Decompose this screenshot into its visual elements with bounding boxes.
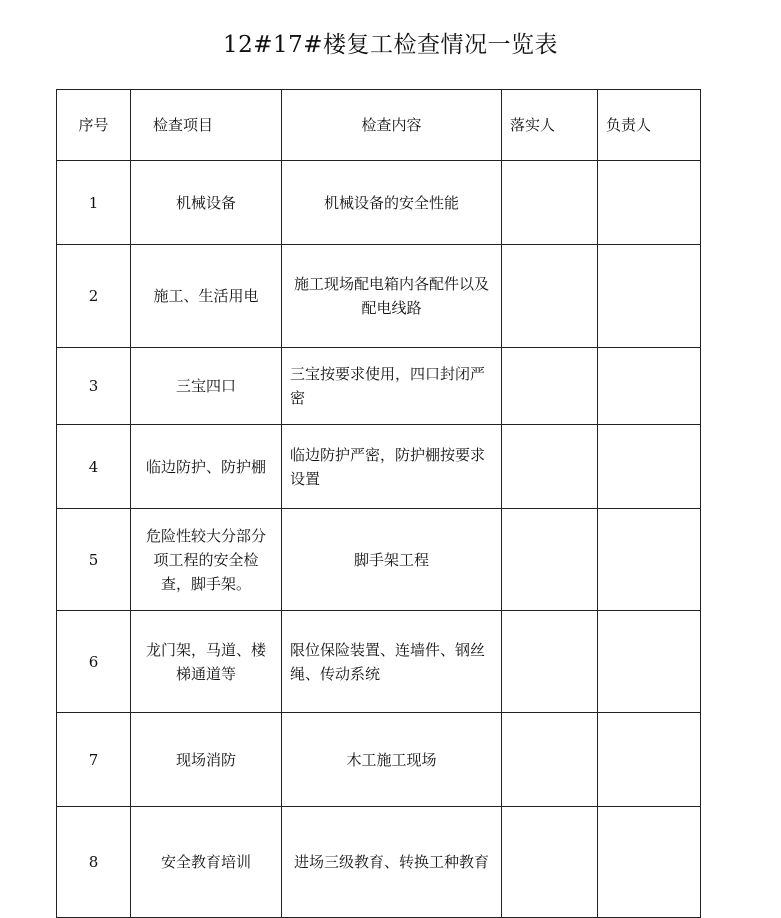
table-row: [57, 161, 701, 245]
table-row: [57, 713, 701, 807]
row-executor: [502, 245, 598, 348]
row-owner: [598, 713, 701, 807]
header-executor: 落实人: [502, 90, 598, 161]
table-header-row: [57, 90, 701, 161]
table-row: [57, 348, 701, 425]
row-item: 机械设备: [131, 161, 282, 245]
row-content: 临边防护严密，防护棚按要求设置: [282, 425, 502, 509]
row-content: 木工施工现场: [282, 713, 502, 807]
inspection-table: [56, 89, 701, 918]
row-content: 脚手架工程: [282, 509, 502, 611]
row-owner: [598, 348, 701, 425]
row-executor: [502, 509, 598, 611]
row-index: 4: [57, 425, 131, 509]
row-index: 2: [57, 245, 131, 348]
table-row: [57, 245, 701, 348]
row-item: 危险性较大分部分项工程的安全检查，脚手架。: [131, 509, 282, 611]
row-executor: [502, 161, 598, 245]
header-index: 序号: [57, 90, 131, 161]
row-index: 6: [57, 611, 131, 713]
row-executor: [502, 348, 598, 425]
row-owner: [598, 509, 701, 611]
table-row: [57, 611, 701, 713]
table-row: [57, 807, 701, 918]
row-content: 限位保险装置、连墙件、钢丝绳、传动系统: [282, 611, 502, 713]
row-index: 8: [57, 807, 131, 918]
row-executor: [502, 807, 598, 918]
row-content: 施工现场配电箱内各配件以及配电线路: [282, 245, 502, 348]
header-content: 检查内容: [282, 90, 502, 161]
row-index: 3: [57, 348, 131, 425]
row-content: 机械设备的安全性能: [282, 161, 502, 245]
row-item: 现场消防: [131, 713, 282, 807]
row-owner: [598, 425, 701, 509]
row-index: 7: [57, 713, 131, 807]
row-owner: [598, 245, 701, 348]
row-item: 龙门架，马道、楼梯通道等: [131, 611, 282, 713]
row-item: 安全教育培训: [131, 807, 282, 918]
header-item: 检查项目: [131, 90, 282, 161]
row-executor: [502, 425, 598, 509]
page-title: 12#17#楼复工检查情况一览表: [222, 32, 559, 58]
row-owner: [598, 611, 701, 713]
row-index: 1: [57, 161, 131, 245]
row-item: 临边防护、防护棚: [131, 425, 282, 509]
row-index: 5: [57, 509, 131, 611]
table-row: [57, 425, 701, 509]
row-owner: [598, 807, 701, 918]
row-owner: [598, 161, 701, 245]
row-executor: [502, 713, 598, 807]
table-row: [57, 509, 701, 611]
row-executor: [502, 611, 598, 713]
row-content: 三宝按要求使用，四口封闭严密: [282, 348, 502, 425]
header-owner: 负责人: [598, 90, 701, 161]
row-content: 进场三级教育、转换工种教育: [282, 807, 502, 918]
row-item: 施工、生活用电: [131, 245, 282, 348]
row-item: 三宝四口: [131, 348, 282, 425]
